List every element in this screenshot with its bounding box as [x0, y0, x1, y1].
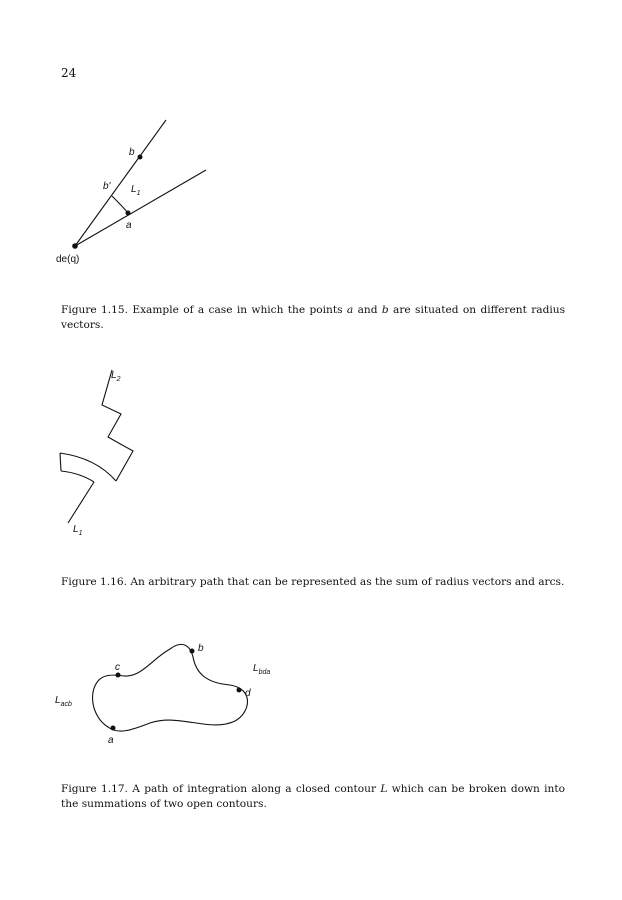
point-a: [126, 211, 131, 216]
label-Lacb: $L_{acb}$: [55, 695, 72, 708]
point-a: [111, 726, 116, 731]
figure-1-16: [0, 365, 622, 545]
figure-1-15: [0, 110, 622, 270]
path-upper-segments: [102, 370, 133, 481]
point-c: [116, 673, 121, 678]
label-L1: $L_1$: [131, 184, 141, 197]
label-L1: $L_1$: [73, 524, 83, 537]
path-outer-arc: [60, 453, 116, 481]
label-b: b: [129, 147, 135, 158]
figure-1-17-diagram: [0, 635, 622, 755]
figure-1-16-diagram: [0, 365, 622, 545]
figure-1-15-diagram: [0, 110, 622, 270]
caption-1-16: Figure 1.16. An arbitrary path that can be represented as the sum of radius vectors and arcs.: [61, 576, 565, 588]
radius-vector-a: [75, 170, 206, 246]
path-inner-arc: [61, 471, 94, 482]
page-number: 24: [61, 66, 77, 80]
label-L2: $L_2$: [111, 370, 121, 383]
label-b-prime: b': [103, 181, 111, 192]
label-c: c: [115, 662, 120, 673]
radius-vector-b: [75, 120, 166, 246]
point-b: [190, 649, 195, 654]
point-b: [138, 155, 143, 160]
point-d: [237, 688, 242, 693]
figure-1-17: [0, 635, 622, 755]
label-Lbda: $L_{bda}$: [253, 663, 271, 676]
path-radial-step: [60, 453, 61, 471]
origin-point: [72, 243, 78, 249]
label-a: a: [108, 735, 114, 746]
label-b: b: [198, 643, 204, 654]
closed-contour: [93, 644, 248, 731]
label-a: a: [126, 220, 132, 231]
label-origin: de(q): [56, 254, 80, 265]
path-radius-L1: [68, 482, 94, 523]
caption-1-15: Figure 1.15. Example of a case in which the points a and b are situated on different radius vectors.: [61, 304, 566, 331]
caption-1-17: Figure 1.17. A path of integration along a closed contour L which can be broken down into the summations of two open contours.: [61, 783, 566, 810]
label-d: d: [245, 688, 251, 699]
arc-L1: [112, 196, 128, 213]
